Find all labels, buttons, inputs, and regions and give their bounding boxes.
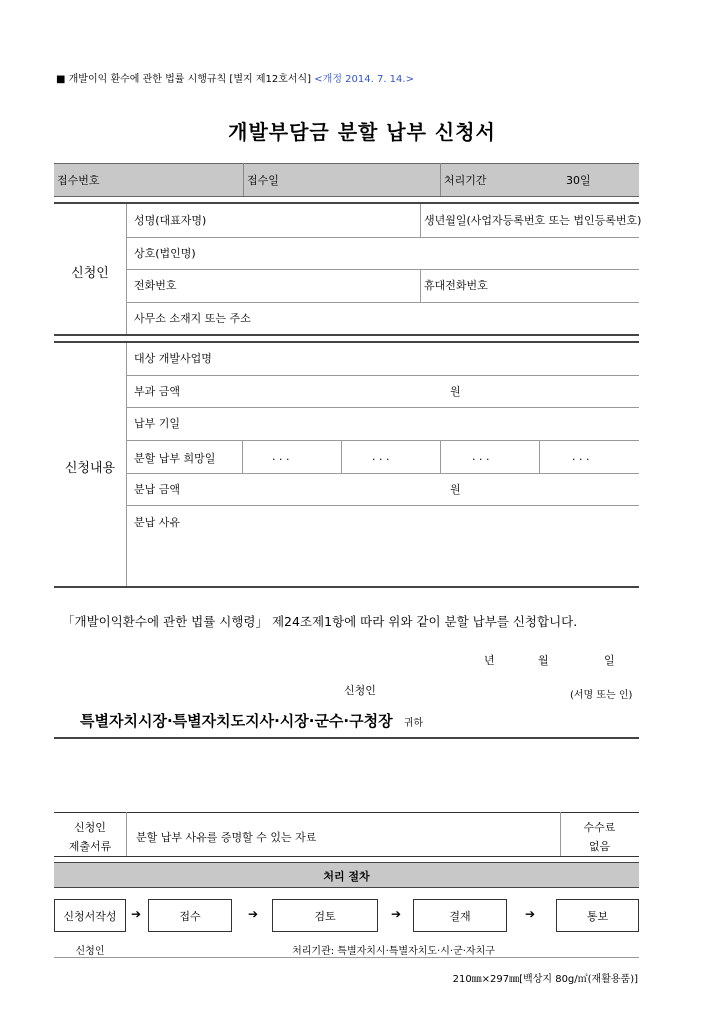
step-notification: 통보	[556, 899, 639, 932]
docs-label-1: 신청인	[74, 821, 106, 834]
addressee-suffix: 귀하	[403, 718, 424, 729]
step-approval: 결재	[413, 899, 507, 932]
processing-period-label: 처리기간	[444, 174, 487, 187]
addressee	[80, 710, 423, 731]
date-year: 년	[484, 654, 495, 667]
step-review: 검토	[272, 899, 378, 932]
desired-date-2: . . .	[372, 450, 390, 463]
processing-period-value: 30일	[566, 174, 591, 187]
page-title: 개발부담금 분할 납부 신청서	[228, 120, 496, 144]
mobile-label: 휴대전화번호	[424, 279, 488, 292]
paper-spec: 210㎜×297㎜[백상지 80g/㎡(재활용품)]	[452, 974, 638, 985]
receipt-date-label: 접수일	[247, 174, 279, 187]
sign-note: (서명 또는 인)	[570, 690, 633, 701]
desired-date-3: . . .	[472, 450, 490, 463]
amendment-note: <개정 2014. 7. 14.>	[314, 74, 414, 85]
name-label: 성명(대표자명)	[134, 214, 207, 227]
date-month: 월	[538, 654, 549, 667]
phone-label: 전화번호	[134, 279, 177, 292]
date-day: 일	[604, 654, 615, 667]
procedure-center-note: 처리기관: 특별자치시·특별자치도·시·군·자치구	[292, 946, 495, 957]
due-date-label: 납부 기일	[134, 417, 181, 430]
desired-date-1: . . .	[272, 450, 290, 463]
company-label: 상호(법인명)	[134, 247, 196, 260]
receipt-bar	[54, 163, 639, 196]
arrow-right-icon: ➔	[131, 907, 142, 921]
docs-label-2: 제출서류	[68, 840, 112, 853]
project-label: 대상 개발사업명	[134, 352, 212, 365]
step-receipt: 접수	[148, 899, 232, 932]
form-reference	[56, 70, 414, 85]
address-label: 사무소 소재지 또는 주소	[134, 312, 251, 325]
content-section-label: 신청내용	[64, 461, 116, 476]
procedure-title: 처리 절차	[323, 870, 370, 883]
levy-label: 부과 금액	[134, 385, 181, 398]
fee-label: 수수료	[583, 821, 616, 834]
signer-label: 신청인	[344, 684, 376, 697]
addressee-text: 특별자치시장·특별자치도지사·시장·군수·구청장	[80, 712, 393, 730]
fee-value: 없음	[588, 840, 611, 853]
installment-unit: 원	[450, 483, 461, 496]
step-application: 신청서작성	[54, 899, 126, 932]
reason-label: 분납 사유	[134, 516, 181, 529]
statement-text: 「개발이익환수에 관한 법률 시행령」 제24조제1항에 따라 위와 같이 분할 납부를 신청합니다.	[62, 614, 578, 629]
arrow-right-icon: ➔	[248, 907, 259, 921]
levy-unit: 원	[450, 385, 461, 398]
form-reference-text: ■ 개발이익 환수에 관한 법률 시행규칙 [별지 제12호서식]	[56, 74, 312, 85]
desired-date-4: . . .	[572, 450, 590, 463]
docs-text: 분할 납부 사유를 증명할 수 있는 자료	[136, 831, 317, 844]
installment-label: 분납 금액	[134, 483, 181, 496]
arrow-right-icon: ➔	[525, 907, 536, 921]
arrow-right-icon: ➔	[391, 907, 402, 921]
applicant-section-label: 신청인	[71, 266, 109, 281]
receipt-number-label: 접수번호	[57, 174, 100, 187]
desired-date-label: 분할 납부 희망일	[134, 452, 216, 465]
birth-label: 생년월일(사업자등록번호 또는 법인등록번호)	[424, 214, 642, 227]
procedure-left-note: 신청인	[75, 946, 105, 957]
